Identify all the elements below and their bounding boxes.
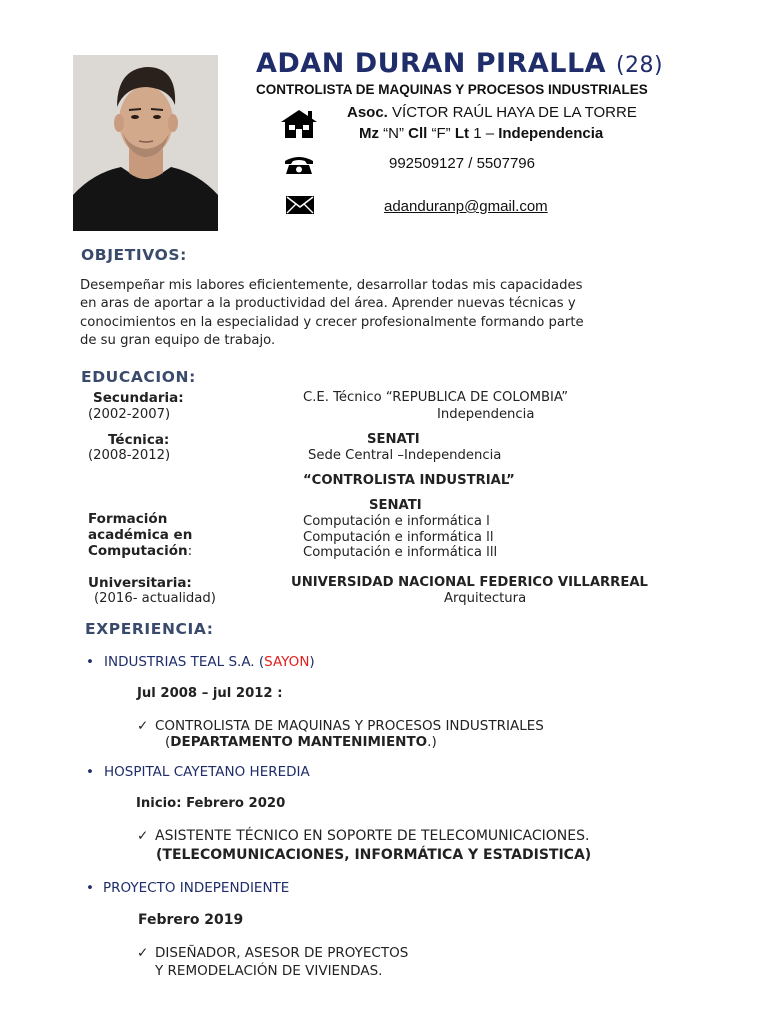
- job1-dept-open: (: [165, 734, 171, 750]
- secundaria-place: Independencia: [437, 407, 535, 422]
- address-prefix: Asoc.: [347, 104, 388, 121]
- job1-dept-close: .): [427, 734, 437, 750]
- objetivos-line-2: en aras de aportar a la productividad del área. Aprender nuevas técnicas y: [80, 296, 576, 311]
- objetivos-line-4: de su gran equipo de trabajo.: [80, 333, 276, 348]
- section-educacion-title: EDUCACION:: [81, 368, 196, 386]
- job3-dates: Febrero 2019: [138, 912, 244, 928]
- job1-close: ): [309, 654, 315, 670]
- section-experiencia-title: EXPERIENCIA:: [85, 620, 214, 638]
- secundaria-institution: C.E. Técnico “REPUBLICA DE COLOMBIA”: [303, 390, 569, 405]
- address-cll-val: “F”: [431, 125, 451, 142]
- universitaria-institution: UNIVERSIDAD NACIONAL FEDERICO VILLARREAL: [291, 575, 648, 590]
- address-line-1: [347, 104, 637, 121]
- universitaria-label: Universitaria:: [88, 575, 192, 591]
- address-mz: Mz: [359, 125, 379, 142]
- objetivos-line-3: conocimientos en la especialidad y crecer profesionalmente formando parte: [80, 315, 584, 330]
- address-line-2: [359, 125, 603, 142]
- job3-role-line-1: DISEÑADOR, ASESOR DE PROYECTOS: [155, 945, 409, 961]
- computacion-course-1: Computación e informática l: [303, 514, 490, 529]
- job2-role: ASISTENTE TÉCNICO EN SOPORTE DE TELECOMUNICACIONES.: [155, 828, 590, 844]
- job3-company: PROYECTO INDEPENDIENTE: [103, 880, 290, 896]
- job1-bullet: •: [86, 654, 94, 670]
- job1-role: CONTROLISTA DE MAQUINAS Y PROCESOS INDUSTRIALES: [155, 718, 544, 734]
- address-mz-val: “N”: [383, 125, 404, 142]
- job1-dept-name: DEPARTAMENTO MANTENIMIENTO: [170, 734, 428, 750]
- job3-role-line-2: Y REMODELACIÓN DE VIVIENDAS.: [155, 963, 383, 979]
- tecnica-institution: SENATI: [367, 432, 420, 447]
- job3-bullet: •: [86, 880, 94, 896]
- job1-company: [104, 654, 315, 670]
- universitaria-years: (2016- actualidad): [94, 591, 216, 606]
- computacion-label-1: Formación: [88, 511, 168, 527]
- job1-brand: SAYON: [264, 654, 310, 670]
- job-title: CONTROLISTA DE MAQUINAS Y PROCESOS INDUSTRIALES: [256, 82, 648, 97]
- job2-dates: Inicio: Febrero 2020: [136, 796, 286, 811]
- name-text: ADAN DURAN PIRALLA: [256, 48, 607, 79]
- address-lt-val: 1 –: [473, 125, 495, 142]
- tecnica-place: Sede Central –Independencia: [308, 448, 502, 463]
- section-objetivos-title: OBJETIVOS:: [81, 246, 187, 264]
- secundaria-label: Secundaria:: [93, 390, 184, 406]
- job2-company: HOSPITAL CAYETANO HEREDIA: [104, 764, 310, 780]
- tecnica-years: (2008-2012): [88, 448, 171, 463]
- profile-photo: [73, 55, 218, 231]
- address-district: Independencia: [498, 125, 604, 142]
- phone-number: 992509127 / 5507796: [389, 155, 535, 172]
- computacion-institution: SENATI: [369, 498, 422, 513]
- address-street: VÍCTOR RAÚL HAYA DE LA TORRE: [392, 104, 637, 121]
- computacion-course-3: Computación e informática lll: [303, 545, 498, 560]
- house-icon: [279, 108, 319, 142]
- tecnica-label: Técnica:: [108, 432, 170, 448]
- universitaria-career: Arquitectura: [444, 591, 527, 606]
- computacion-course-2: Computación e informática ll: [303, 530, 494, 545]
- job1-department: [165, 734, 437, 750]
- computacion-label-3: [88, 543, 192, 559]
- job2-bullet: •: [86, 764, 94, 780]
- computacion-label-2: académica en: [88, 527, 193, 543]
- job3-check-icon: ✓: [137, 945, 149, 961]
- candidate-name: [256, 48, 663, 79]
- job2-check-icon: ✓: [137, 828, 149, 844]
- objetivos-line-1: Desempeñar mis labores eficientemente, desarrollar todas mis capacidades: [80, 278, 583, 293]
- computacion-label-colon: :: [187, 543, 193, 559]
- secundaria-years: (2002-2007): [88, 407, 171, 422]
- computacion-label-3-text: Computación: [88, 543, 188, 559]
- job1-check-icon: ✓: [137, 718, 149, 734]
- job1-company-name: INDUSTRIAS TEAL S.A. (: [104, 654, 265, 670]
- job2-department: (TELECOMUNICACIONES, INFORMÁTICA Y ESTADISTICA): [156, 847, 592, 863]
- email-link[interactable]: adanduranp@gmail.com: [384, 198, 548, 215]
- envelope-icon: [285, 195, 315, 219]
- age-text: (28): [615, 53, 664, 78]
- tecnica-title: “CONTROLISTA INDUSTRIAL”: [303, 473, 515, 488]
- job1-dates: Jul 2008 – jul 2012 :: [137, 686, 283, 701]
- address-lt: Lt: [454, 125, 470, 142]
- address-cll: Cll: [408, 125, 428, 142]
- phone-icon: [283, 155, 315, 179]
